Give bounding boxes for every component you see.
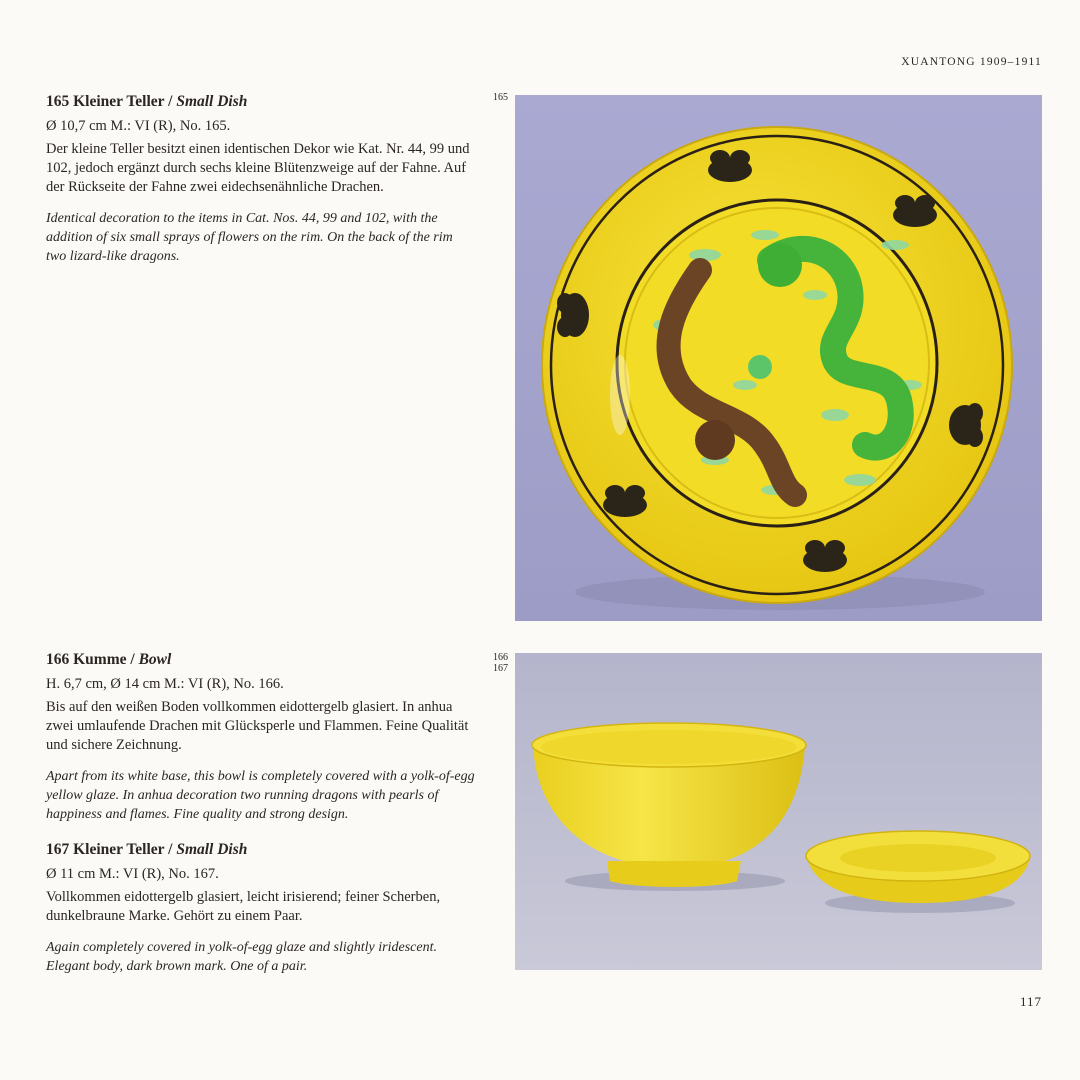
catalog-entry-166 <box>46 650 476 824</box>
entry-title-de: Kleiner Teller <box>73 93 165 110</box>
entry-title-de: Kumme <box>73 651 127 668</box>
figure-label-166-167 <box>493 652 508 674</box>
entry-title-en: Small Dish <box>176 93 248 110</box>
dragon-dish-illustration <box>515 95 1042 621</box>
figure-number: 166 <box>493 652 508 663</box>
photo-bowl-and-dish <box>515 653 1042 970</box>
entry-title-en: Small Dish <box>176 841 248 858</box>
entry-text-en: Identical decoration to the items in Cat. Nos. 44, 99 and 102, with the addition of six small sprays of flowers on the rim. On the back of the rim two lizard-like dragons. <box>46 211 453 264</box>
entry-text-de: Der kleine Teller besitzt einen identischen Dekor wie Kat. Nr. 44, 99 und 102, jedoch ergänzt durch sechs kleine Blütenzweige auf der Fahne. Auf der Rückseite der Fahne zwei eidechsenähnliche Drachen. <box>46 141 470 195</box>
entry-number: 166 <box>46 651 70 668</box>
running-head: XUANTONG 1909–1911 <box>901 56 1042 68</box>
entry-heading: 166 Kumme / Bowl <box>46 651 172 668</box>
entry-heading: 165 Kleiner Teller / Small Dish <box>46 93 248 110</box>
entry-text-en: Again completely covered in yolk-of-egg glaze and slightly iridescent. Elegant body, dark brown mark. One of a pair. <box>46 940 437 974</box>
figure-label-165 <box>493 92 508 103</box>
figure-number: 165 <box>493 92 508 103</box>
photo-dragon-dish <box>515 95 1042 621</box>
bowl-and-dish-illustration <box>515 653 1042 970</box>
entry-heading: 167 Kleiner Teller / Small Dish <box>46 841 248 858</box>
entry-text-de: Bis auf den weißen Boden vollkommen eidottergelb glasiert. In anhua zwei umlaufende Drachen mit Glücksperle und Flammen. Feine Qualität und sichere Zeichnung. <box>46 699 469 753</box>
entry-title-en: Bowl <box>138 651 172 668</box>
entry-dimensions: Ø 10,7 cm M.: VI (R), No. 165. <box>46 118 231 134</box>
entry-dimensions: H. 6,7 cm, Ø 14 cm M.: VI (R), No. 166. <box>46 676 284 692</box>
entry-dimensions: Ø 11 cm M.: VI (R), No. 167. <box>46 866 219 882</box>
entry-title-de: Kleiner Teller <box>73 841 165 858</box>
page-number: 117 <box>1019 994 1042 1009</box>
entry-number: 165 <box>46 93 70 110</box>
catalog-entry-167 <box>46 840 476 976</box>
entry-text-en: Apart from its white base, this bowl is completely covered with a yolk-of-egg yellow glaze. In anhua decoration two running dragons with pearls of happiness and flames. Fine quality and strong design. <box>46 769 475 822</box>
catalog-entry-165 <box>46 92 476 266</box>
entry-text-de: Vollkommen eidottergelb glasiert, leicht irisierend; feiner Scherben, dunkelbraune Marke. Gehört zu einem Paar. <box>46 889 441 924</box>
figure-number: 167 <box>493 663 508 674</box>
entry-number: 167 <box>46 841 70 858</box>
